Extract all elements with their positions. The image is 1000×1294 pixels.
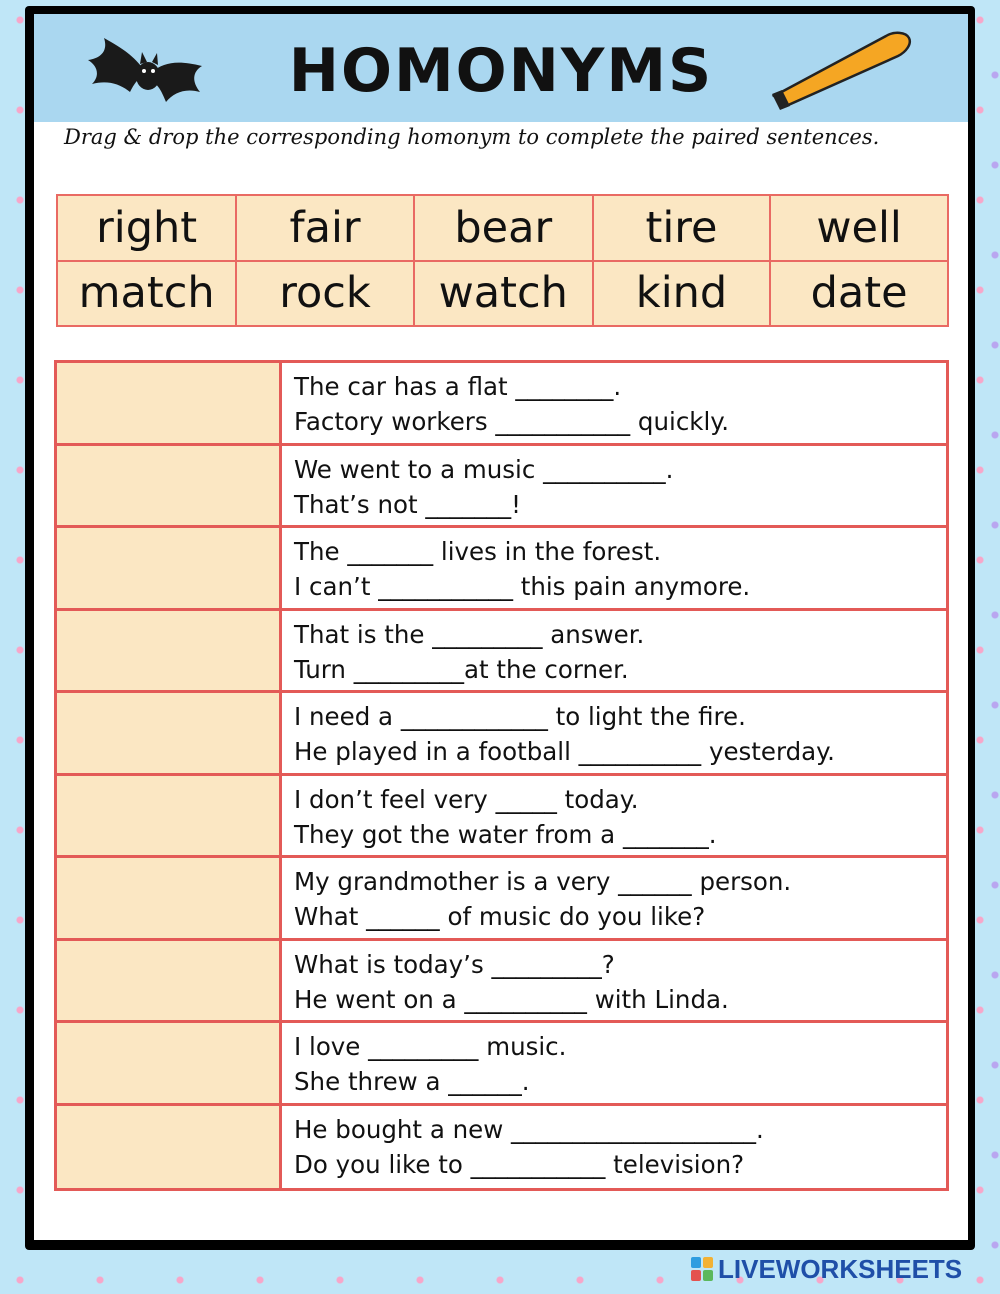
sentence-line: They got the water from a _______. [294,819,717,849]
draggable-word[interactable]: date [770,261,948,327]
drop-zone[interactable] [57,1023,282,1103]
drop-zone[interactable] [57,446,282,526]
sentence-line: I need a ____________ to light the fire. [294,702,746,731]
sentence-pair [282,693,946,773]
drop-zone[interactable] [57,528,282,608]
drop-zone[interactable] [57,776,282,856]
exercise-row [57,941,946,1024]
drop-zone[interactable] [57,611,282,691]
exercise-row [57,1106,946,1189]
sentence-line: That’s not _______! [294,489,521,519]
brand-name: LIVEWORKSHEETS [718,1253,963,1284]
sentence-line: Do you like to ___________ television? [294,1149,745,1179]
instructions-text: Drag & drop the corresponding homonym to complete the paired sentences. [64,125,880,149]
word-bank [56,194,949,327]
draggable-word[interactable]: right [57,195,236,261]
exercise-table [54,360,949,1191]
draggable-word[interactable]: bear [414,195,593,261]
page-title: HOMONYMS [288,36,714,106]
sentence-line: The car has a flat ________. [294,372,622,401]
sentence-pair [282,776,946,856]
exercise-row [57,611,946,694]
sentence-line: My grandmother is a very ______ person. [294,867,792,896]
sentence-line: I can’t ___________ this pain anymore. [294,572,751,601]
drop-zone[interactable] [57,693,282,773]
worksheet [34,14,968,1240]
drop-zone[interactable] [57,941,282,1021]
draggable-word[interactable]: rock [236,261,414,327]
sentence-line: Turn _________at the corner. [294,654,629,684]
draggable-word[interactable]: kind [593,261,770,327]
exercise-row [57,363,946,446]
sentence-line: He played in a football __________ yesterday. [294,737,835,766]
sentence-line: He bought a new ____________________. [294,1114,764,1144]
exercise-row [57,858,946,941]
sentence-line: I love _________ music. [294,1032,567,1061]
sentence-line: That is the _________ answer. [294,619,645,649]
drop-zone[interactable] [57,1106,282,1189]
sentence-pair [282,858,946,938]
word-bank-row [57,195,948,261]
sentence-pair [282,941,946,1021]
sentence-line: He went on a __________ with Linda. [294,984,729,1014]
sentence-pair [282,363,946,443]
exercise-row [57,1023,946,1106]
sentence-line: The _______ lives in the forest. [294,537,662,566]
sentence-line: I don’t feel very _____ today. [294,784,639,814]
baseball-bat-icon [766,26,926,112]
sentence-line: Factory workers ___________ quickly. [294,407,730,436]
sentence-pair [282,611,946,691]
drop-zone[interactable] [57,363,282,443]
sentence-pair [282,1023,946,1103]
draggable-word[interactable]: match [57,261,236,327]
drop-zone[interactable] [57,858,282,938]
brand-footer [690,1252,990,1286]
sentence-line: What ______ of music do you like? [294,902,706,931]
draggable-word[interactable]: well [770,195,948,261]
draggable-word[interactable]: fair [236,195,414,261]
draggable-word[interactable]: tire [593,195,770,261]
exercise-row [57,446,946,529]
sentence-pair [282,528,946,608]
title-banner [34,14,968,122]
exercise-row [57,528,946,611]
sentence-line: She threw a ______. [294,1067,530,1096]
sentence-line: What is today’s _________? [294,949,615,979]
sentence-pair [282,446,946,526]
word-bank-row [57,261,948,327]
liveworksheets-logo-icon [690,1256,714,1282]
sentence-line: We went to a music __________. [294,454,674,484]
draggable-word[interactable]: watch [414,261,593,327]
sentence-pair [282,1106,946,1189]
exercise-row [57,776,946,859]
exercise-row [57,693,946,776]
